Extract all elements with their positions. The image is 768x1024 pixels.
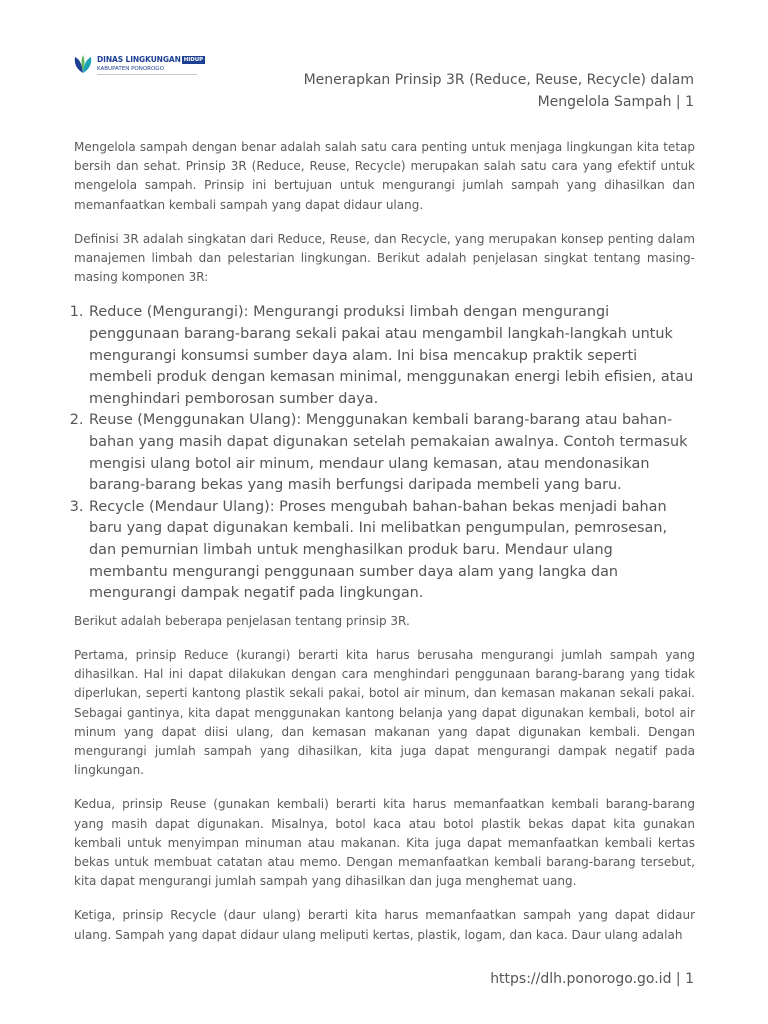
body-paragraph-intro: Berikut adalah beberapa penjelasan tentang prinsip 3R. (74, 613, 410, 628)
logo-badge: HIDUP (183, 57, 204, 63)
intro-paragraph-2: Definisi 3R adalah singkatan dari Reduce, Reuse, dan Recycle, yang merupakan konsep penting dalam manajemen limbah dan pelestarian lingkungan. Berikut adalah penjelasan singkat tentang masing-masing komponen 3R: (74, 231, 695, 285)
header-title-line-2: Mengelola Sampah | 1 (537, 94, 694, 110)
page-header-title (304, 69, 694, 113)
header-title-line-1: Menerapkan Prinsip 3R (Reduce, Reuse, Recycle) dalam (303, 72, 694, 88)
leaf-icon (72, 53, 94, 75)
article-body (74, 138, 695, 960)
list-item-recycle: 3. Recycle (Mendaur Ulang): Proses mengubah bahan-bahan bekas menjadi bahan baru yang dapat digunakan kembali. Ini melibatkan pengumpulan, pemrosesan, dan pemurnian limbah untuk menghasilkan produk baru. Mendaur ulang membantu mengurangi penggunaan sumber daya alam yang langka dan mengurangi dampak negatif pada lingkungan. (88, 497, 695, 605)
list-item-reuse: 2. Reuse (Menggunakan Ulang): Menggunakan kembali barang-barang atau bahan-bahan yang masih dapat digunakan setelah pemakaian awalnya. Contoh termasuk mengisi ulang botol air minum, mendaur ulang kemasan, atau mendonasikan barang-barang bekas yang masih berfungsi daripada membeli yang baru. (88, 410, 695, 496)
3r-components-list (74, 302, 695, 604)
logo-divider (97, 74, 197, 75)
list-item-reduce: 1. Reduce (Mengurangi): Mengurangi produksi limbah dengan mengurangi penggunaan barang-barang sekali pakai atau mengambil langkah-langkah untuk mengurangi konsumsi sumber daya alam. Ini bisa mencakup praktik seperti membeli produk dengan kemasan minimal, menggunakan energi lebih efisien, atau menghindari pemborosan sumber daya. (88, 302, 695, 410)
intro-paragraph-1: Mengelola sampah dengan benar adalah salah satu cara penting untuk menjaga lingkungan kita tetap bersih dan sehat. Prinsip 3R (Reduce, Reuse, Recycle) merupakan salah satu cara yang efektif untuk mengelola sampah. Prinsip ini bertujuan untuk mengurangi jumlah sampah yang dihasilkan dan memanfaatkan kembali sampah yang dapat didaur ulang. (74, 140, 695, 212)
agency-logo (72, 52, 204, 78)
page-footer: https://dlh.ponorogo.go.id | 1 (490, 971, 694, 987)
body-paragraph-reuse: Kedua, prinsip Reuse (gunakan kembali) berarti kita harus memanfaatkan kembali barang-barang yang masih dapat digunakan. Misalnya, botol kaca atau botol plastik bekas dapat kita gunakan kembali untuk menyimpan minuman atau makanan. Kita juga dapat memanfaatkan kembali kertas bekas untuk membuat catatan atau memo. Dengan memanfaatkan kembali barang-barang tersebut, kita dapat mengurangi jumlah sampah yang dihasilkan dan juga menghemat uang. (74, 797, 695, 889)
body-paragraph-recycle: Ketiga, prinsip Recycle (daur ulang) berarti kita harus memanfaatkan sampah yang dapat didaur ulang. Sampah yang dapat didaur ulang meliputi kertas, plastik, logam, dan kaca. Daur ulang adalah (74, 908, 695, 942)
body-paragraph-reduce: Pertama, prinsip Reduce (kurangi) berarti kita harus berusaha mengurangi jumlah sampah yang dihasilkan. Hal ini dapat dilakukan dengan cara menghindari penggunaan barang-barang yang tidak diperlukan, seperti kantong plastik sekali pakai, botol air minum, dan kemasan makanan sekali pakai. Sebagai gantinya, kita dapat menggunakan kantong belanja yang dapat digunakan kembali, botol air minum yang dapat diisi ulang, dan kemasan makanan yang dapat digunakan kembali. Dengan mengurangi jumlah sampah yang dihasilkan, kita juga dapat mengurangi dampak negatif pada lingkungan. (74, 647, 695, 778)
logo-title: DINAS LINGKUNGAN HIDUP (97, 55, 204, 64)
logo-subtitle: KABUPATEN PONOROGO (97, 66, 164, 72)
